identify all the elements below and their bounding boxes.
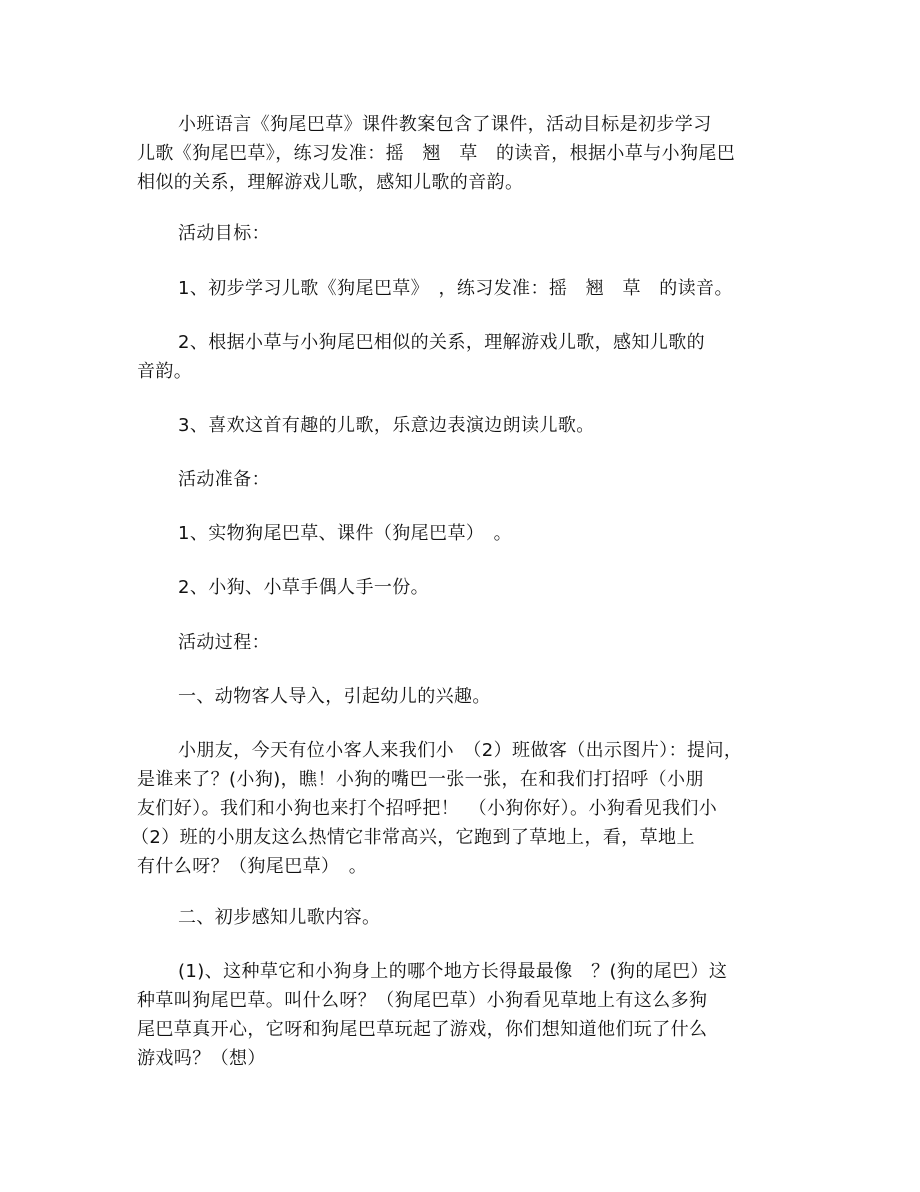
goals-heading: 活动目标： xyxy=(178,223,270,244)
step-2-line-4: 游戏吗？（想） xyxy=(137,1048,266,1069)
step-2-line-2: 种草叫狗尾巴草。叫什么呀？（狗尾巴草）小狗看见草地上有这么多狗 xyxy=(137,990,708,1011)
goal-3: 3、喜欢这首有趣的儿歌，乐意边表演边朗读儿歌。 xyxy=(178,415,595,436)
goal-2-line-1: 2、根据小草与小狗尾巴相似的关系，理解游戏儿歌，感知儿歌的 xyxy=(178,332,706,353)
intro-line-3: 相似的关系，理解游戏儿歌，感知儿歌的音韵。 xyxy=(137,172,524,193)
step-2-heading: 二、初步感知儿歌内容。 xyxy=(178,907,381,928)
prep-1: 1、实物狗尾巴草、课件（狗尾巴草） 。 xyxy=(178,523,513,544)
prep-2: 2、小狗、小草手偶人手一份。 xyxy=(178,577,430,598)
step-1-line-2: 是谁来了？(小狗)，瞧！小狗的嘴巴一张一张，在和我们打招呼（小朋 xyxy=(137,769,704,790)
step-1-heading: 一、动物客人导入，引起幼儿的兴趣。 xyxy=(178,686,491,707)
prep-heading: 活动准备： xyxy=(178,469,270,490)
intro-line-2: 儿歌《狗尾巴草》，练习发准：摇 翘 草 的读音，根据小草与小狗尾巴 xyxy=(137,143,736,164)
step-1-line-1: 小朋友，今天有位小客人来我们小 （2）班做客（出示图片）：提问， xyxy=(178,740,743,761)
goal-1: 1、初步学习儿歌《狗尾巴草》 ，练习发准：摇 翘 草 的读音。 xyxy=(178,278,733,299)
step-1-line-3: 友们好）。我们和小狗也来打个招呼把！ （小狗你好）。小狗看见我们小 xyxy=(137,798,718,819)
step-1-line-5: 有什么呀？（狗尾巴草） 。 xyxy=(137,856,368,877)
process-heading: 活动过程： xyxy=(178,632,270,653)
step-1-line-4: （2）班的小朋友这么热情它非常高兴，它跑到了草地上，看，草地上 xyxy=(131,827,695,848)
step-2-line-1: (1)、这种草它和小狗身上的哪个地方长得最最像 ？(狗的尾巴）这 xyxy=(178,961,728,982)
intro-line-1: 小班语言《狗尾巴草》课件教案包含了课件，活动目标是初步学习 xyxy=(178,114,712,135)
goal-2-line-2: 音韵。 xyxy=(137,361,193,382)
step-2-line-3: 尾巴草真开心，它呀和狗尾巴草玩起了游戏，你们想知道他们玩了什么 xyxy=(137,1019,708,1040)
